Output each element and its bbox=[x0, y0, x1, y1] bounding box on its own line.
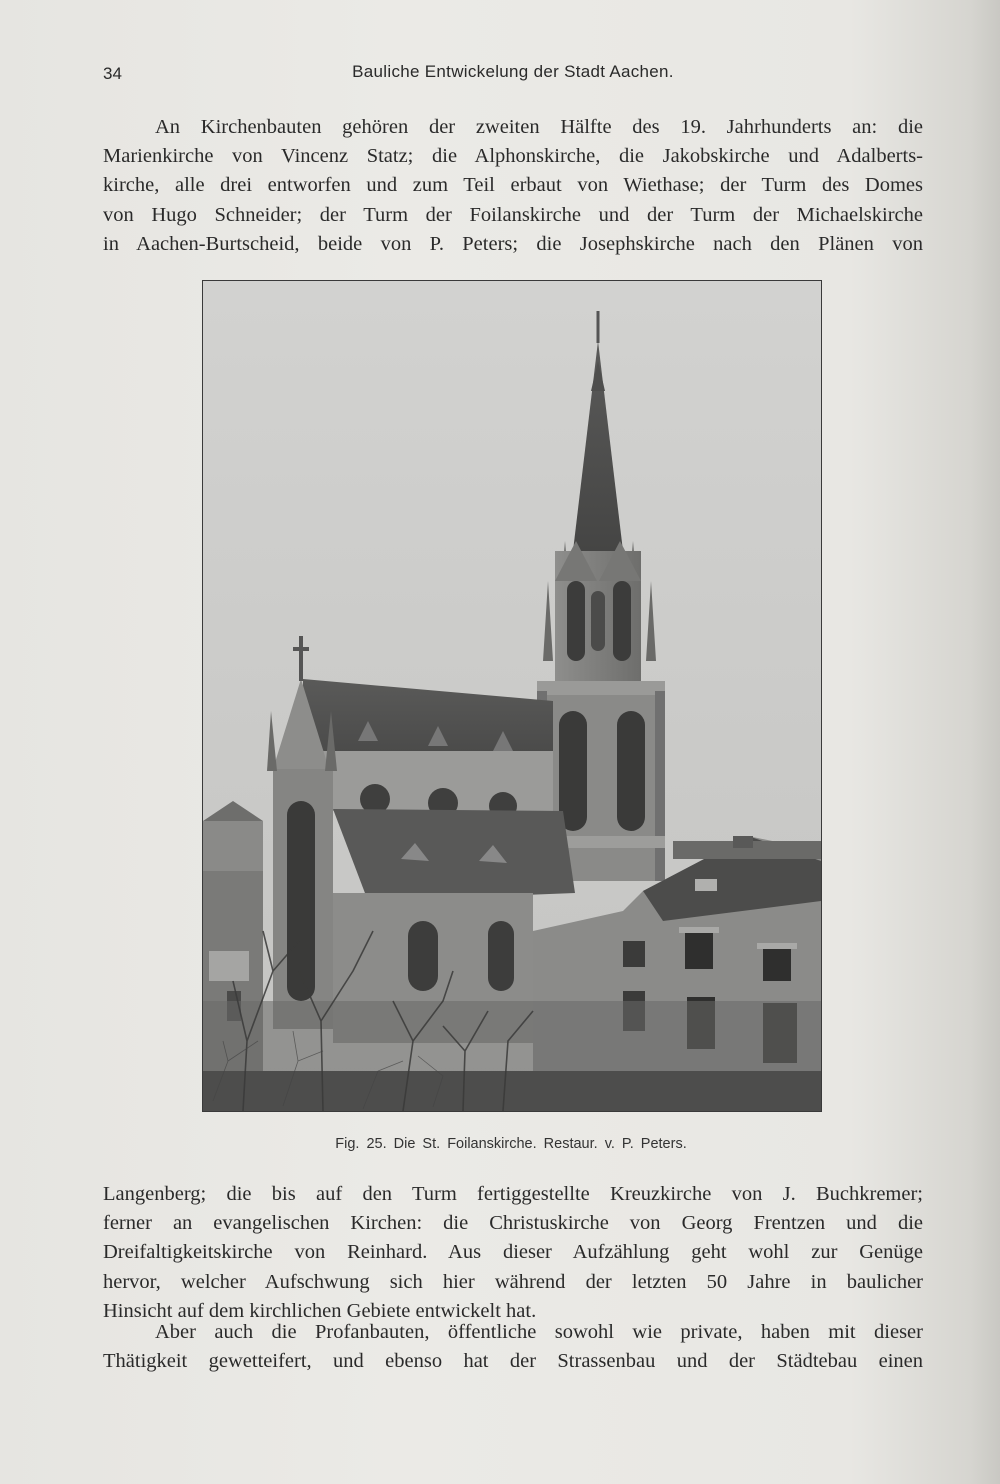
text-line: ferner an evangelischen Kirchen: die Christuskirche von Georg Frentzen und die bbox=[103, 1212, 923, 1235]
text-line: kirche, alle drei entworfen und zum Teil erbaut von Wiethase; der Turm des Domes bbox=[103, 174, 923, 197]
text-line: Langenberg; die bis auf den Turm fertiggestellte Kreuzkirche von J. Buchkremer; bbox=[103, 1183, 923, 1205]
church-illustration bbox=[203, 281, 821, 1111]
text-line: Aber auch die Profanbauten, öffentliche sowohl wie private, haben mit dieser bbox=[155, 1321, 923, 1343]
text-line: hervor, welcher Aufschwung sich hier während der letzten 50 Jahre in baulicher bbox=[103, 1270, 923, 1293]
paragraph-secular-buildings bbox=[103, 1318, 923, 1376]
page-number: 34 bbox=[103, 64, 122, 83]
text-line: Thätigkeit gewetteifert, und ebenso hat der Strassenbau und der Städtebau einen bbox=[103, 1350, 923, 1373]
paragraph-church-buildings bbox=[103, 113, 923, 259]
figure-church-photograph bbox=[202, 280, 822, 1112]
text-line: An Kirchenbauten gehören der zweiten Hälfte des 19. Jahrhunderts an: die bbox=[155, 116, 923, 138]
running-head: Bauliche Entwickelung der Stadt Aachen. bbox=[352, 62, 674, 81]
paragraph-protestant-churches bbox=[103, 1180, 923, 1326]
figure-caption: Fig. 25. Die St. Foilanskirche. Restaur. v. P. Peters. bbox=[335, 1136, 687, 1152]
page-header bbox=[103, 62, 923, 92]
text-line: Hinsicht auf dem kirchlichen Gebiete entwickelt hat. bbox=[103, 1299, 537, 1322]
text-line: von Hugo Schneider; der Turm der Foilanskirche und der Turm der Michaelskirche bbox=[103, 203, 923, 226]
text-line: Dreifaltigkeitskirche von Reinhard. Aus dieser Aufzählung geht wohl zur Genüge bbox=[103, 1241, 923, 1264]
text-line: Marienkirche von Vincenz Statz; die Alphonskirche, die Jakobskirche und Adalberts- bbox=[103, 145, 923, 168]
text-line: in Aachen-Burtscheid, beide von P. Peters; die Josephskirche nach den Plänen von bbox=[103, 232, 923, 255]
